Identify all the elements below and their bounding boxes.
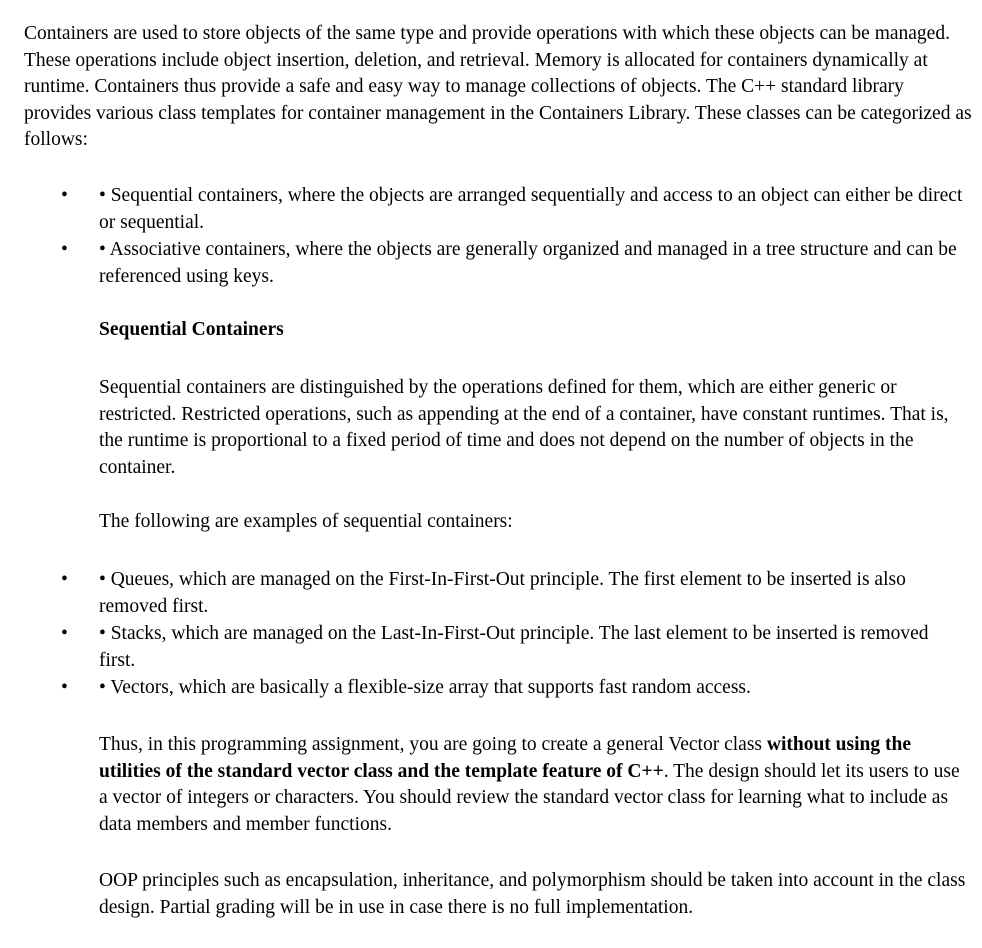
assignment-bold-requirement: without using the utilities of the standard vector class and the template feature of C++ [99, 734, 911, 782]
intro-paragraph: Containers are used to store objects of the same type and provide operations with which these objects can be managed. These operations include object insertion, deletion, and retrieval. Memory is allocated for containers dynamically at runtime. Containers thus provide a safe and easy way to manage collections of objects. The C++ standard library provides various class templates for container management in the Containers Library. These classes can be categorized as follows: [24, 23, 972, 150]
list-item-text: • Sequential containers, where the objects are arranged sequentially and access to an object can either be direct or sequential. [99, 185, 963, 233]
list-item-text: • Associative containers, where the objects are generally organized and managed in a tree structure and can be referenced using keys. [99, 239, 957, 287]
list-item [0, 621, 969, 674]
assignment-text-before: Thus, in this programming assignment, you are going to create a general Vector class [99, 734, 767, 755]
bullet-icon: • [61, 569, 68, 590]
category-list [0, 183, 982, 291]
assignment-paragraph [99, 732, 969, 838]
list-item-text: • Stacks, which are managed on the Last-In-First-Out principle. The last element to be inserted is removed first. [99, 623, 929, 671]
bullet-icon: • [61, 185, 68, 206]
list-item [0, 675, 969, 702]
list-item [0, 237, 969, 290]
examples-intro: The following are examples of sequential containers: [99, 511, 513, 532]
list-item [0, 567, 969, 620]
oop-paragraph: OOP principles such as encapsulation, inheritance, and polymorphism should be taken into account in the class design. Partial grading will be in use in case there is no full implementation. [99, 870, 966, 918]
bullet-icon: • [61, 239, 68, 260]
examples-list [0, 567, 982, 703]
bullet-icon: • [61, 677, 68, 698]
assignment-text-after: . The design should let its users to use a vector of integers or characters. You should review the standard vector class for learning what to include as data members and member functions. [99, 760, 960, 835]
list-item [0, 183, 969, 236]
section-heading: Sequential Containers [99, 319, 284, 340]
list-item-text: • Queues, which are managed on the First-In-First-Out principle. The first element to be inserted is also removed first. [99, 569, 906, 617]
bullet-icon: • [61, 623, 68, 644]
section-paragraph: Sequential containers are distinguished by the operations defined for them, which are either generic or restricted. Restricted operations, such as appending at the end of a container, have constant runtimes. That is, the runtime is proportional to a fixed period of time and does not depend on the number of objects in the container. [99, 377, 949, 478]
list-item-text: • Vectors, which are basically a flexible-size array that supports fast random access. [99, 677, 751, 698]
